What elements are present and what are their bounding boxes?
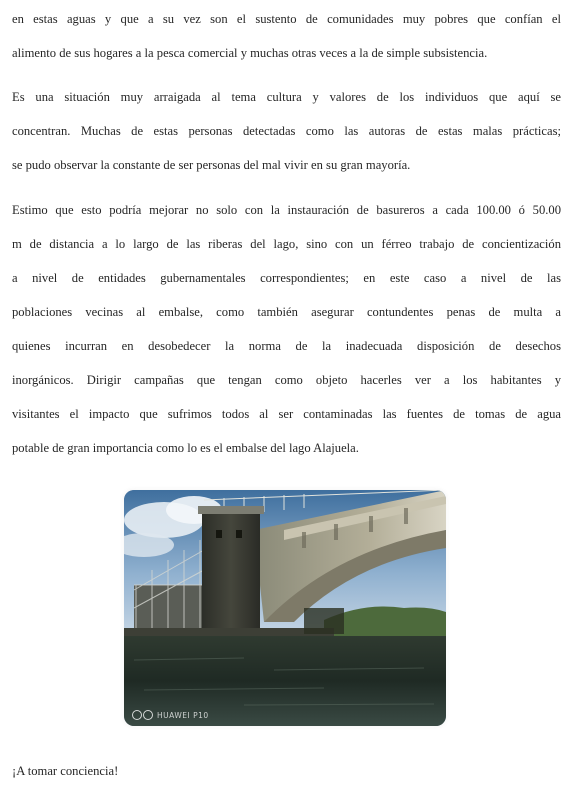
camera-watermark bbox=[132, 710, 209, 720]
paragraph-line: potable de gran importancia como lo es el embalse del lago Alajuela. bbox=[12, 441, 359, 455]
paragraph-line: poblaciones vecinas al embalse, como también asegurar contundentes penas de multa a bbox=[12, 305, 561, 319]
paragraph-line: quienes incurran en desobedecer la norma de la inadecuada disposición de desechos bbox=[12, 339, 561, 353]
paragraph-line: a nivel de entidades gubernamentales correspondientes; en este caso a nivel de las bbox=[12, 271, 561, 285]
paragraph-line: se pudo observar la constante de ser personas del mal vivir en su gran mayoría. bbox=[12, 158, 411, 172]
paragraph-line: concentran. Muchas de estas personas detectadas como las autoras de estas malas prácticas; bbox=[12, 124, 561, 138]
dam-photo-illustration bbox=[124, 490, 446, 726]
paragraph-line: Es una situación muy arraigada al tema cultura y valores de los individuos que aquí se bbox=[12, 90, 561, 104]
paragraph-3 bbox=[12, 193, 561, 465]
camera-lens-icon bbox=[132, 710, 153, 720]
dam-photo bbox=[124, 490, 446, 726]
paragraph-line: m de distancia a lo largo de las riberas del lago, sino con un férreo trabajo de concientización bbox=[12, 237, 561, 251]
paragraph-1 bbox=[12, 2, 561, 70]
paragraph-2 bbox=[12, 80, 561, 182]
paragraph-line: visitantes el impacto que sufrimos todos al ser contaminadas las fuentes de tomas de agua bbox=[12, 407, 561, 421]
watermark-text: HUAWEI P10 bbox=[157, 710, 209, 720]
closing-line: ¡A tomar conciencia! bbox=[12, 764, 119, 778]
paragraph-line: inorgánicos. Dirigir campañas que tengan como objeto hacerles ver a los habitantes y bbox=[12, 373, 561, 387]
paragraph-line: en estas aguas y que a su vez son el sustento de comunidades muy pobres que confían el bbox=[12, 12, 561, 26]
paragraph-line: alimento de sus hogares a la pesca comercial y muchas otras veces a la de simple subsistencia. bbox=[12, 46, 488, 60]
paragraph-line: Estimo que esto podría mejorar no solo con la instauración de basureros a cada 100.00 ó 50.00 bbox=[12, 203, 561, 217]
